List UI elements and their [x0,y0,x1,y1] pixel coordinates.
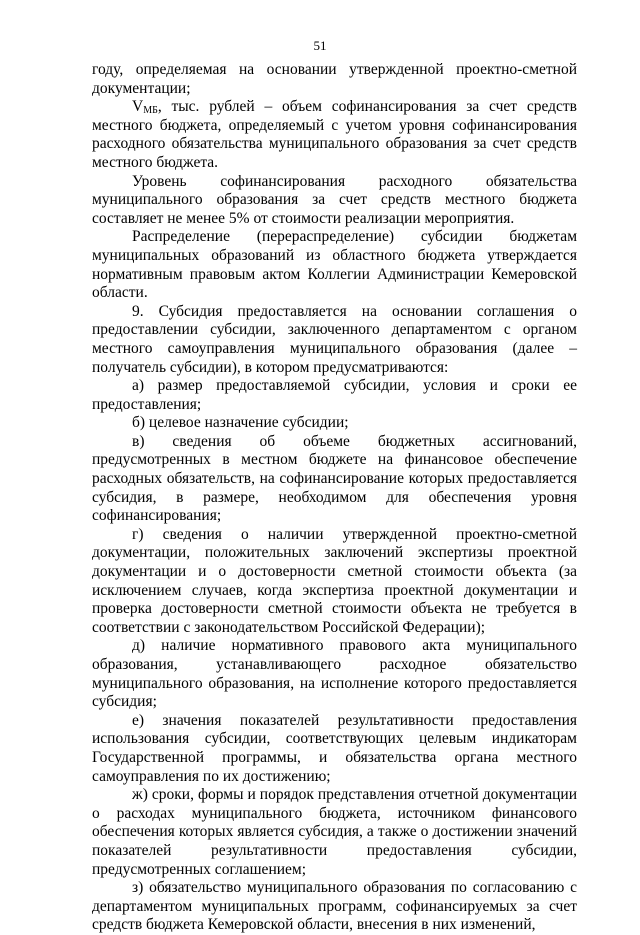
paragraph-vmb-definition [92,98,577,172]
page-number: 51 [313,38,327,53]
list-item-v: в) сведения об объеме бюджетных ассигнований, предусмотренных в местном бюджете на финансовое обеспечение расходных обязательств, на софинансирование которых предоставляется субсидия, в размере, необходимом для обеспечения уровня софинансирования; [92,432,577,525]
list-item-e: е) значения показателей результативности предоставления использования субсидии, соответствующих целевым индикаторам Государственной программы, и обязательства органа местного самоуправления по их достижению; [92,711,577,785]
paragraph-distribution: Распределение (перераспределение) субсидии бюджетам муниципальных образований из областного бюджета утверждается нормативным правовым актом Коллегии Администрации Кемеровской области. [92,228,577,302]
list-item-z: з) обязательство муниципального образования по согласованию с департаментом муниципальных программ, софинансируемых за счет средств бюджета Кемеровской области, внесения в них изменений, [92,879,577,934]
list-item-a: а) размер предоставляемой субсидии, условия и сроки ее предоставления; [92,377,577,413]
list-item-d: д) наличие нормативного правового акта муниципального образования, устанавливающего расходное обязательство муниципального образования, на исполнение которого предоставляется субсидия; [92,637,577,711]
symbol-subscript: МБ [143,105,158,117]
symbol-v: V [132,98,144,116]
paragraph-item-9: 9. Субсидия предоставляется на основании соглашения о предоставлении субсидии, заключенного департаментом с органом местного самоуправления муниципального образования (далее – получатель субсидии), в котором предусматриваются: [92,302,577,376]
list-item-zh: ж) сроки, формы и порядок представления отчетной документации о расходах муниципального бюджета, источником финансового обеспечения которых является субсидия, а также о достижении значений показателей результативности предоставления субсидии, предусмотренных соглашением; [92,786,577,878]
list-item-g: г) сведения о наличии утвержденной проектно-сметной документации, положительных заключений экспертизы проектной документации и о достоверности сметной стоимости объекта (за исключением случаев, когда экспертиза проектной документации и проверка достоверности сметной стоимости объекта не требуется в соответствии с законодательством Российской Федерации); [92,525,577,636]
list-item-b: б) целевое назначение субсидии; [132,414,349,432]
paragraph-cofinancing-level: Уровень софинансирования расходного обязательства муниципального образования за счет средств местного бюджета составляет не менее 5% от стоимости реализации мероприятия. [92,172,577,227]
definition-text: , тыс. рублей – объем софинансирования за счет средств местного бюджета, определяемый с учетом уровня софинансирования расходного обязательства муниципального образования за счет средств местного бюджета. [92,98,577,171]
paragraph-continuation: году, определяемая на основании утвержденной проектно-сметной документации; [92,61,577,97]
document-body [92,61,577,935]
